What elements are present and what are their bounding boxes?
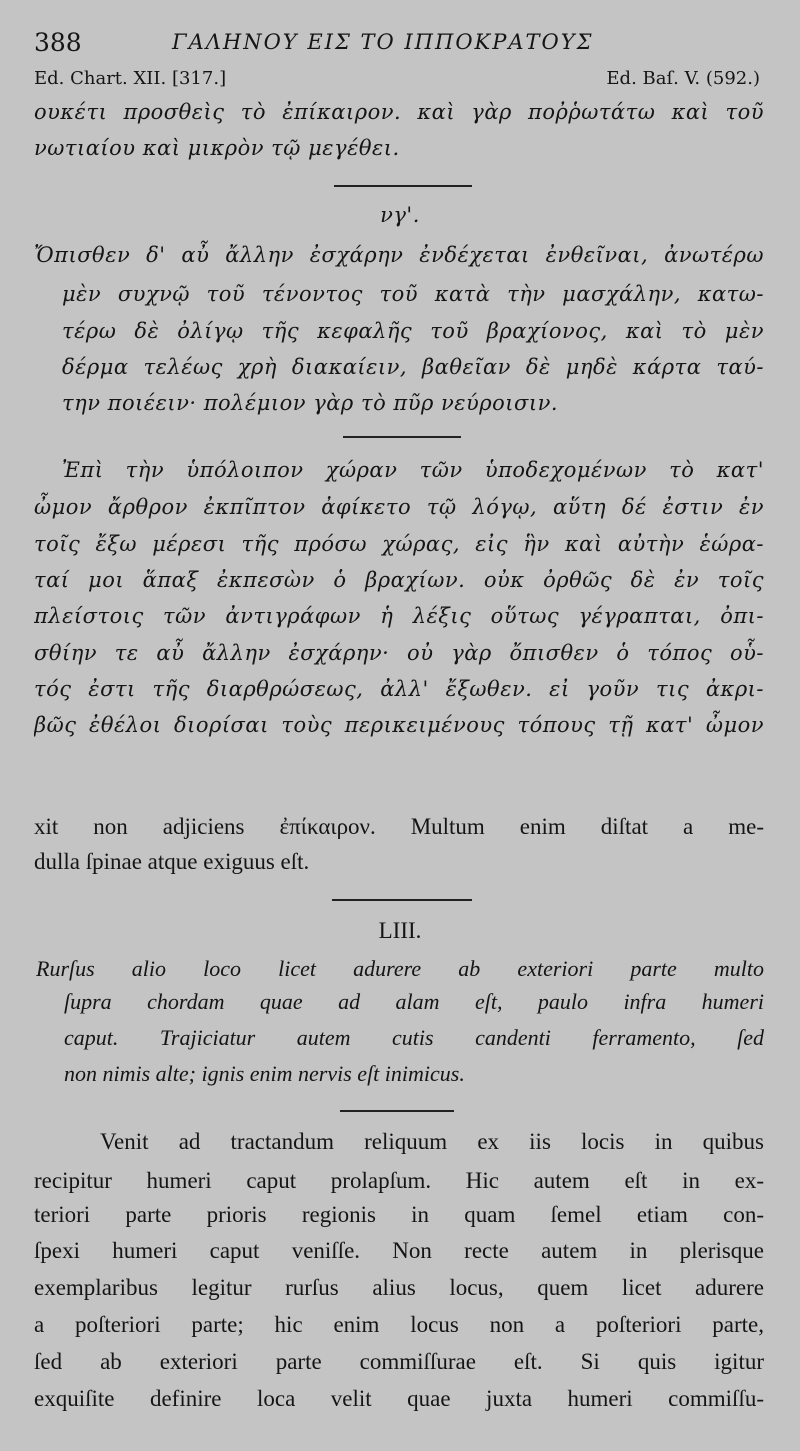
section-divider [334,185,472,187]
greek-section-number: νγ'. [380,203,420,227]
latin-intro-line: dulla ſpinae atque exiguus eſt. [34,849,310,874]
greek-commentary-line: ὦμον ἄρθρον ἐκπῖπτον ἀφίκετο τῷ λόγῳ, αὕτη δέ ἐστιν ἐν [34,495,764,519]
latin-commentary-line: teriori parte prioris regionis in quam ſemel etiam con- [34,1202,764,1227]
latin-commentary-line: ſed ab exteriori parte commiſſurae eſt. Si quis igitur [34,1349,764,1374]
latin-lemma-line: caput. Trajiciatur autem cutis candenti ferramento, ſed [64,1025,764,1050]
latin-section-number: LIII. [378,918,422,943]
edition-basel: Ed. Baſ. V. (592.) [606,68,760,89]
greek-lemma-line: μὲν συχνῷ τοῦ τένοντος τοῦ κατὰ τὴν μασχάλην, κατω- [62,282,764,306]
latin-commentary-line: exemplaribus legitur rurſus alius locus, quem licet adurere [34,1275,764,1300]
greek-intro-line: νωτιαίου καὶ μικρὸν τῷ μεγέθει. [34,136,400,160]
edition-chartier: Ed. Chart. XII. [317.] [34,68,227,89]
latin-lemma-line: Rurſus alio loco licet adurere ab exteriori parte multo [36,956,764,981]
latin-commentary-line: a poſteriori parte; hic enim locus non a poſteriori parte, [34,1312,764,1337]
greek-commentary-line: τός ἐστι τῆς διαρθρώσεως, ἀλλ' ἔξωθεν. εἰ γοῦν τις ἀκρι- [34,677,764,701]
greek-commentary-line: Ἐπὶ τὴν ὑπόλοιπον χώραν τῶν ὑποδεχομένων τὸ κατ' [62,458,764,482]
running-title: ΓΑΛΗΝΟΥ ΕΙΣ ΤΟ ΙΠΠΟΚΡΑΤΟΥΣ [172,30,594,54]
edition-references [34,68,760,94]
latin-commentary-line: ſpexi humeri caput veniſſe. Non recte autem in plerisque [34,1238,764,1263]
greek-lemma-line: την ποιέειν· πολέμιον γὰρ τὸ πῦρ νεύροισιν. [62,391,559,415]
latin-intro-line: xit non adjiciens ἐπίκαιρον. Multum enim diſtat a me- [34,814,764,839]
latin-commentary-line: exquiſite definire loca velit quae juxta humeri commiſſu- [34,1386,764,1411]
greek-commentary-line: τοῖς ἔξω μέρεσι τῆς πρόσω χώρας, εἰς ἣν καὶ αὐτὴν ἑώρα- [34,532,764,556]
greek-intro-line: ουκέτι προσθεὶς τὸ ἐπίκαιρον. καὶ γὰρ ποῤῥωτάτω καὶ τοῦ [34,100,764,124]
greek-lemma-line: τέρω δὲ ὀλίγῳ τῆς κεφαλῆς τοῦ βραχίονος, καὶ τὸ μὲν [62,319,764,343]
page-number: 388 [34,28,82,57]
running-header [34,28,760,62]
latin-commentary-line: recipitur humeri caput prolapſum. Hic autem eſt in ex- [34,1168,764,1193]
greek-commentary-line: βῶς ἐθέλοι διορίσαι τοὺς περικειμένους τόπους τῇ κατ' ὦμον [34,713,764,737]
greek-commentary-line: ταί μοι ἅπαξ ἐκπεσὼν ὁ βραχίων. οὐκ ὀρθῶς δὲ ἐν τοῖς [34,568,764,592]
greek-lemma-line: Ὄπισθεν δ' αὖ ἄλλην ἐσχάρην ἐνδέχεται ἐνθεῖναι, ἀνωτέρω [34,243,764,267]
section-divider [343,436,461,438]
latin-commentary-line: Venit ad tractandum reliquum ex iis locis in quibus [100,1129,764,1154]
section-divider [340,1110,454,1112]
greek-commentary-line: σθίην τε αὖ ἄλλην ἐσχάρην· οὐ γὰρ ὄπισθεν ὁ τόπος οὗ- [34,641,764,665]
greek-commentary-line: πλείστοις τῶν ἀντιγράφων ἡ λέξις οὕτως γέγραπται, ὀπι- [34,604,764,628]
latin-lemma-line: ſupra chordam quae ad alam eſt, paulo infra humeri [64,989,764,1014]
section-divider [332,899,472,901]
latin-lemma-line: non nimis alte; ignis enim nervis eſt inimicus. [64,1061,465,1086]
greek-lemma-line: δέρμα τελέως χρὴ διακαίειν, βαθεῖαν δὲ μηδὲ κάρτα ταύ- [62,355,764,379]
